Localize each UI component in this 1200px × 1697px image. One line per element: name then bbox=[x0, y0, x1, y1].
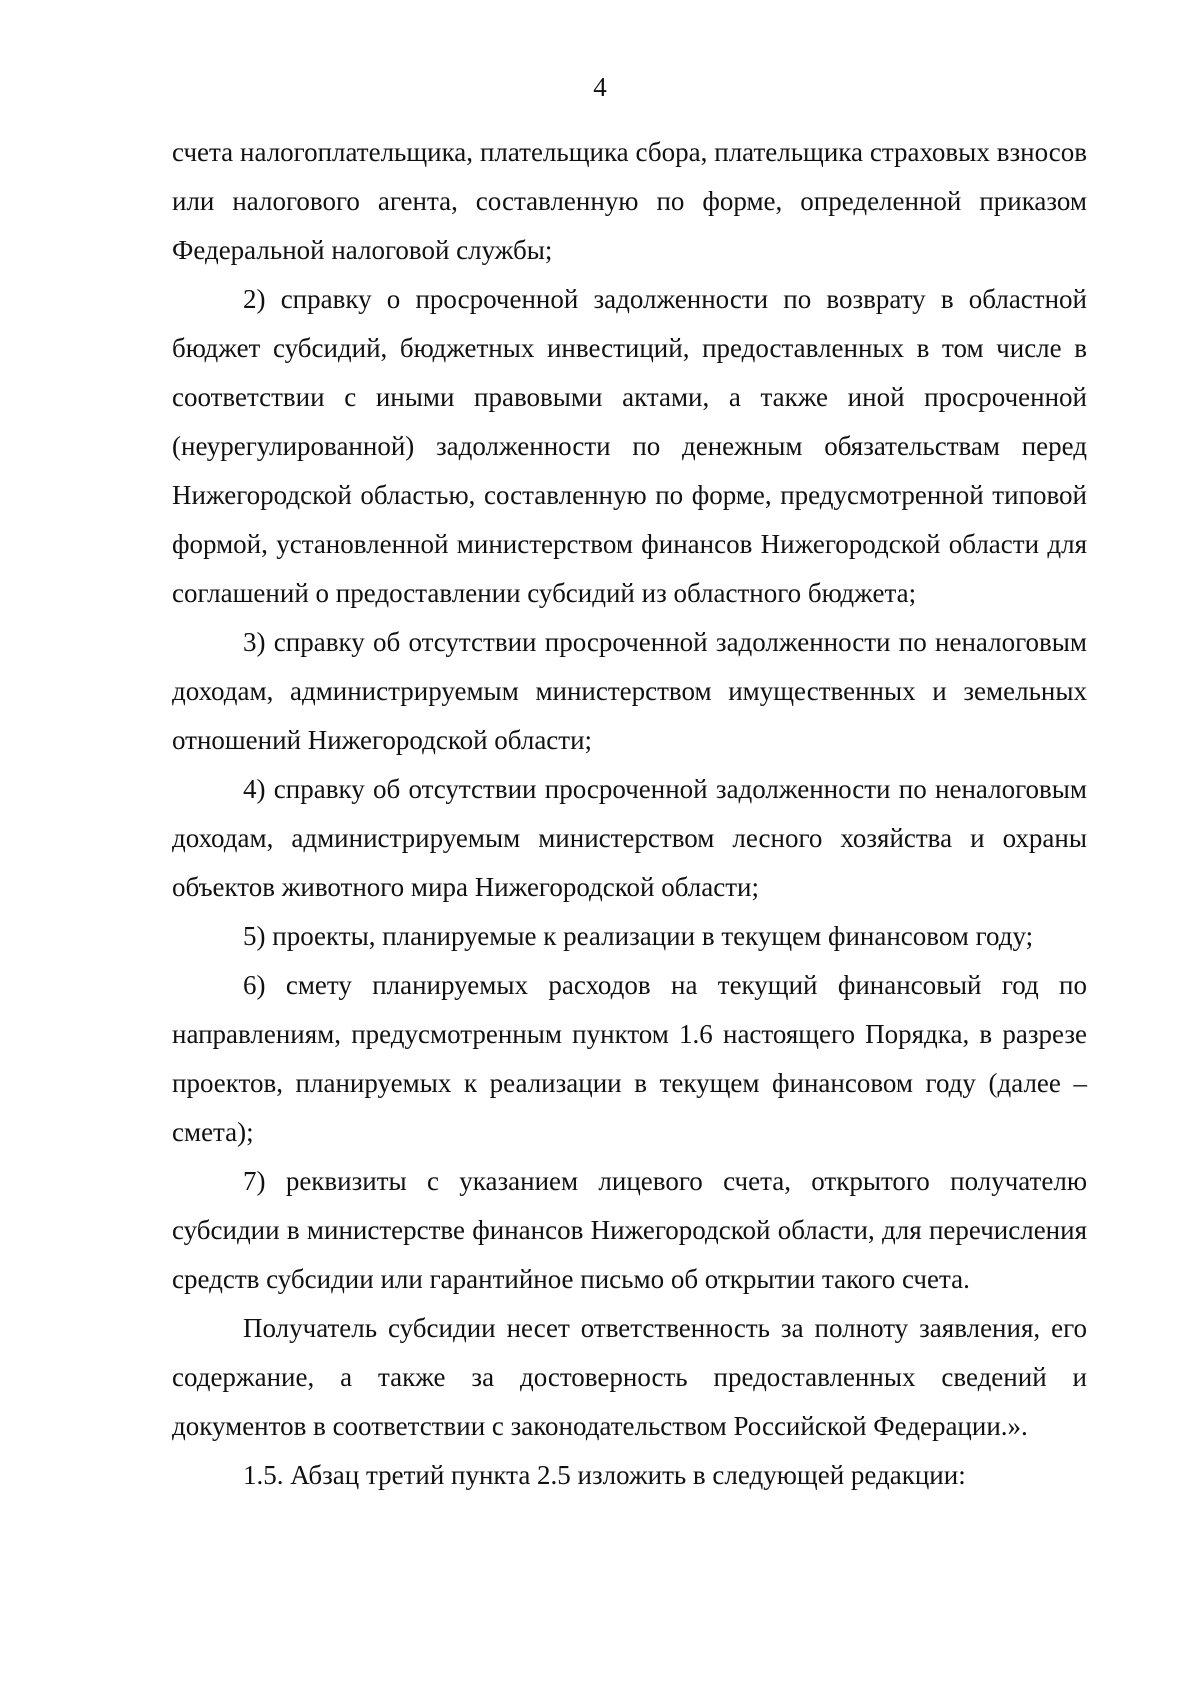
paragraph-item-3: 3) справку об отсутствии просроченной задолженности по неналоговым доходам, администрируемым министерством имущественных и земельных отношений Нижегородской области; bbox=[172, 627, 1087, 755]
document-body bbox=[172, 128, 1087, 1500]
paragraph-item-6: 6) смету планируемых расходов на текущий финансовый год по направлениям, предусмотренным пунктом 1.6 настоящего Порядка, в разрезе проектов, планируемых к реализации в текущем финансовом году (далее – смета); bbox=[172, 970, 1087, 1147]
paragraph-continuation: счета налогоплательщика, плательщика сбора, плательщика страховых взносов или налогового агента, составленную по форме, определенной приказом Федеральной налоговой службы; bbox=[172, 137, 1087, 265]
paragraph-amendment-1-5: 1.5. Абзац третий пункта 2.5 изложить в следующей редакции: bbox=[243, 1460, 966, 1490]
paragraph-item-5: 5) проекты, планируемые к реализации в текущем финансовом году; bbox=[243, 921, 1034, 951]
paragraph-item-2: 2) справку о просроченной задолженности по возврату в областной бюджет субсидий, бюджетных инвестиций, предоставленных в том числе в соответствии с иными правовыми актами, а также иной просроченной (неурегулированной) задолженности по денежным обязательствам перед Нижегородской областью, составленную по форме, предусмотренной типовой формой, установленной министерством финансов Нижегородской области для соглашений о предоставлении субсидий из областного бюджета; bbox=[172, 284, 1087, 608]
page-number: 4 bbox=[593, 72, 607, 102]
paragraph-item-7: 7) реквизиты с указанием лицевого счета, открытого получателю субсидии в министерстве финансов Нижегородской области, для перечисления средств субсидии или гарантийное письмо об открытии такого счета. bbox=[172, 1166, 1087, 1294]
paragraph-item-4: 4) справку об отсутствии просроченной задолженности по неналоговым доходам, администрируемым министерством лесного хозяйства и охраны объектов животного мира Нижегородской области; bbox=[172, 774, 1087, 902]
paragraph-responsibility: Получатель субсидии несет ответственность за полноту заявления, его содержание, а также за достоверность предоставленных сведений и документов в соответствии с законодательством Российской Федерации.». bbox=[172, 1313, 1087, 1441]
